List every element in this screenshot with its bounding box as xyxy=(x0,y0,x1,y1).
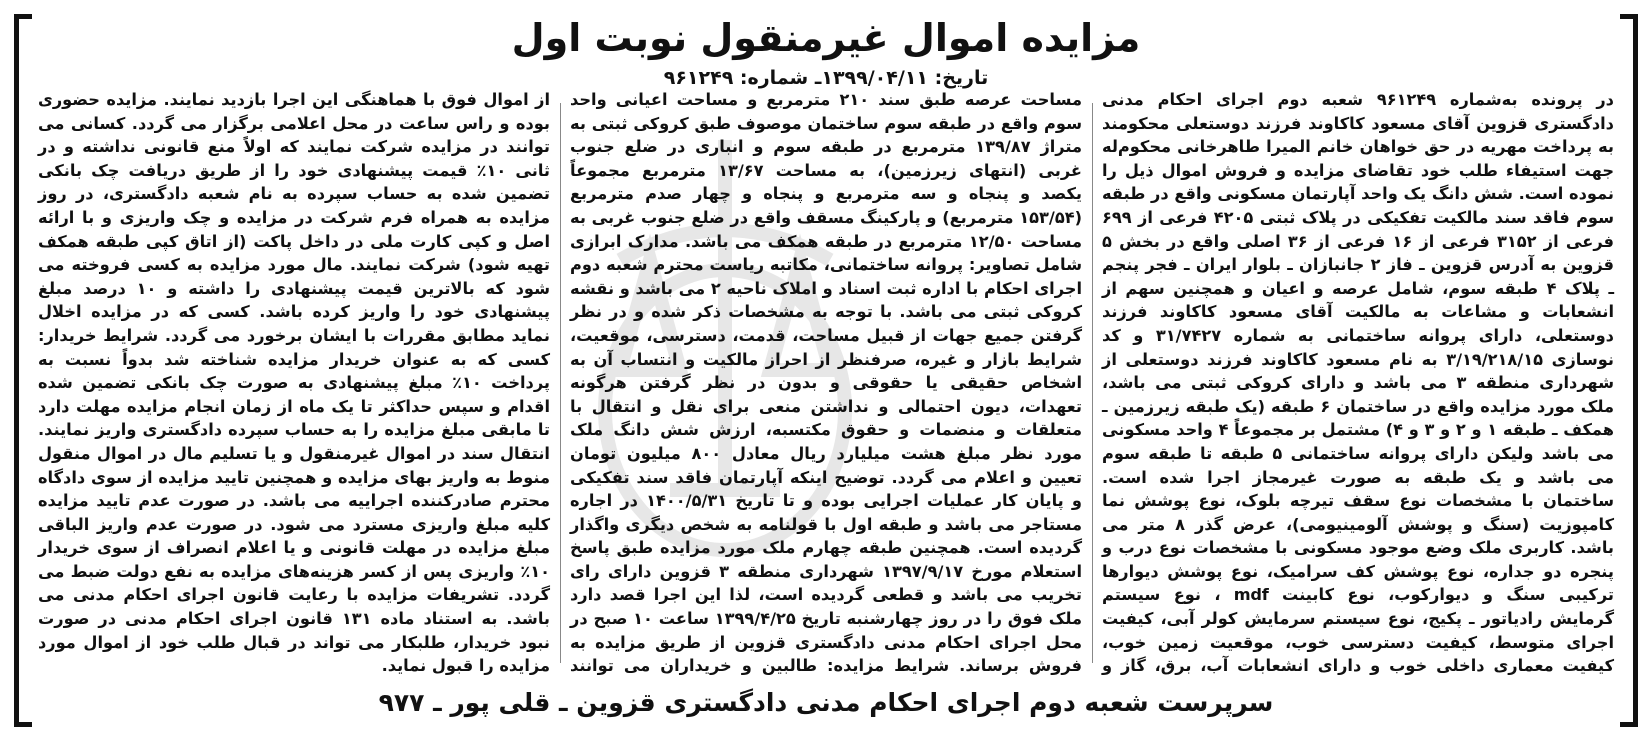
body-column-left: از اموال فوق با هماهنگی این اجرا بازدید نمایند. مزایده حضوری بوده و راس ساعت در محل اعلامی برگزار می گردد. کسانی می توانند در مزایده شرکت نمایند که اولاً منع قانونی نداشته و در ثانی ۱۰٪ قیمت پیشنهادی خود را از طریق دریافت چک بانکی تضمین شده به حساب سپرده به نام شعبه دادگستری، در روز مزایده به همراه فرم شرکت در مزایده و چک واریزی و با ارائه اصل و کپی کارت ملی در داخل پاکت (از اتاق کپی طبقه همکف تهیه شود) شرکت نمایند. مال مورد مزایده به کسی فروخته می شود که بالاترین قیمت پیشنهادی را داشته و ۱۰ درصد مبلغ پیشنهادی خود را واریز کرده باشد. کسی که در مزایده اخلال نماید مطابق مقررات با ایشان برخورد می گردد. شرایط خریدار: کسی که به عنوان خریدار مزایده شناخته شد بدواً نسبت به پرداخت ۱۰٪ مبلغ پیشنهادی به صورت چک بانکی تضمین شده اقدام و سپس حداکثر تا یک ماه از زمان انجام مزایده مهلت دارد تا مابقی مبلغ مزایده را به حساب سپرده دادگستری واریز نمایند. انتقال سند در اموال غیرمنقول و یا تسلیم مال در اموال منقول منوط به واریز بهای مزایده و همچنین تایید مزایده از سوی دادگاه محترم صادرکننده اجراییه می باشد. در صورت عدم تایید مزایده کلیه مبلغ واریزی مسترد می شود. در صورت عدم واریز الباقی مبلغ مزایده در مهلت قانونی و یا اعلام انصراف از سوی خریدار ۱۰٪ واریزی پس از کسر هزینه‌های مزایده به نفع دولت ضبط می گردد. تشریفات مزایده با رعایت قانون اجرای احکام مدنی می باشد. به استناد ماده ۱۳۱ قانون اجرای احکام مدنی در صورت نبود خریدار، طلبکار می تواند در قبال طلب خود از اموال مورد مزایده را قبول نماید. xyxy=(38,90,550,676)
frame-corner xyxy=(1620,722,1638,727)
frame-corner xyxy=(14,722,32,727)
column-divider xyxy=(1092,103,1093,663)
body-column-right: در پرونده به‌شماره ۹۶۱۲۴۹ شعبه دوم اجرای احکام مدنی دادگستری قزوین آقای مسعود کاکاوند فرزند دوستعلی محکومند به پرداخت مهریه در حق خواهان خانم المیرا طاهرخانی محکوم‌له جهت استیفاء طلب خود تقاضای مزایده و فروش اموال ذیل را نموده است. شش دانگ یک واحد آپارتمان مسکونی واقع در طبقه سوم فاقد سند مالکیت تفکیکی در پلاک ثبتی ۴۲۰۵ فرعی از ۶۹۹ فرعی از ۳۱۵۲ فرعی از ۱۶ فرعی از ۳۶ اصلی واقع در بخش ۵ قزوین به آدرس قزوین ـ فاز ۲ جانبازان ـ بلوار ایران ـ فجر پنجم ـ پلاک ۴ طبقه سوم، شامل عرصه و اعیان و همچنین سهم از انشعابات و مشاعات به مالکیت آقای مسعود کاکاوند فرزند دوستعلی، دارای پروانه ساختمانی به شماره ۳۱/۷۴۲۷ و کد نوسازی ۳/۱۹/۲۱۸/۱۵ به نام مسعود کاکاوند فرزند دوستعلی از شهرداری منطقه ۳ می باشد و دارای کروکی ثبتی می باشد، ملک مورد مزایده واقع در ساختمان ۶ طبقه (یک طبقه زیرزمین ـ همکف ـ طبقه ۱ و ۲ و ۳ و ۴) مشتمل بر مجموعاً ۴ واحد مسکونی می باشد ولیکن دارای پروانه ساختمانی ۵ طبقه تا طبقه سوم می باشد و یک طبقه به صورت غیرمجاز اجرا شده است. ساختمان با مشخصات نوع سقف تیرچه بلوک، نوع پوشش نما کامپوزیت (سنگ و پوشش آلومینیومی)، عرض گذر ۸ متر می باشد. کاربری ملک وضع موجود مسکونی با مشخصات نوع درب و پنجره دو جداره، نوع پوشش کف سرامیک، نوع پوشش دیوارها ترکیبی سنگ و دیوارکوب، نوع کابینت mdf ، نوع سیستم گرمایش رادیاتور ـ پکیج، نوع سیستم سرمایش کولر آبی، کیفیت اجرای متوسط، کیفیت دسترسی خوب، موقعیت زمین خوب، کیفیت معماری داخلی خوب و دارای انشعابات آب، برق، گاز و xyxy=(1102,90,1615,676)
notice-header xyxy=(40,14,1612,92)
frame-corner xyxy=(14,14,32,19)
notice-body xyxy=(34,88,1618,678)
frame-right-bar xyxy=(1633,14,1638,727)
notice-title: مزایده اموال غیرمنقول نوبت اول xyxy=(511,16,1141,60)
column-divider xyxy=(560,103,561,663)
body-column-middle: مساحت عرصه طبق سند ۲۱۰ مترمربع و مساحت اعیانی واحد سوم واقع در طبقه سوم ساختمان موصوف طبق کروکی ثبتی به متراژ ۱۳۹/۸۷ مترمربع در طبقه سوم و انباری در ضلع جنوب غربی (انتهای زیرزمین)، به مساحت ۱۳/۶۷ مترمربع مجموعاً یکصد و پنجاه و سه مترمربع و پنجاه و چهار صدم مترمربع (۱۵۳/۵۴ مترمربع) و پارکینگ مسقف واقع در ضلع جنوب غربی به مساحت ۱۲/۵۰ مترمربع در طبقه همکف می باشد. مدارک ابرازی شامل تصاویر: پروانه ساختمانی، مکاتبه ریاست محترم شعبه دوم اجرای احکام با اداره ثبت اسناد و املاک ناحیه ۲ می باشد و نقشه کروکی ثبتی می باشد. با توجه به مشخصات ذکر شده و در نظر گرفتن جمیع جهات از قبیل مساحت، قدمت، دسترسی، موقعیت، شرایط بازار و غیره، صرفنظر از احراز مالکیت و انتساب آن به اشخاص حقیقی یا حقوقی و بدون در نظر گرفتن هرگونه تعهدات، دیون احتمالی و نداشتن منعی برای نقل و انتقال با متعلقات و منضمات و حقوق مکتسبه، ارزش شش دانگ ملک مورد نظر مبلغ هشت میلیارد ریال معادل ۸۰۰ میلیون تومان تعیین و اعلام می گردد. توضیح اینکه آپارتمان فاقد سند تفکیکی و پایان کار عملیات اجرایی بوده و تا تاریخ ۱۴۰۰/۵/۳۱ در اجاره مستاجر می باشد و طبقه اول با قولنامه به شخص دیگری واگذار گردیده است. همچنین طبقه چهارم ملک مورد مزایده طبق پاسخ استعلام مورخ ۱۳۹۷/۹/۱۷ شهرداری منطقه ۳ قزوین دارای رای تخریب می باشد و قطعی گردیده است، لذا این اجرا قصد دارد ملک فوق را در روز چهارشنبه تاریخ ۱۳۹۹/۴/۲۵ ساعت ۱۰ صبح در محل اجرای احکام مدنی دادگستری قزوین از طریق مزایده به فروش برساند. شرایط مزایده: طالبین و خریداران می توانند xyxy=(570,90,1083,676)
notice-signature: سرپرست شعبه دوم اجرای احکام مدنی دادگستری قزوین ـ قلی پور ـ ۹۷۷ xyxy=(378,688,1274,717)
frame-corner xyxy=(1620,14,1638,19)
date-and-number: تاریخ: ۱۳۹۹/۰۴/۱۱ـ شماره: ۹۶۱۲۴۹ xyxy=(663,67,989,89)
frame-left-bar xyxy=(14,14,19,727)
